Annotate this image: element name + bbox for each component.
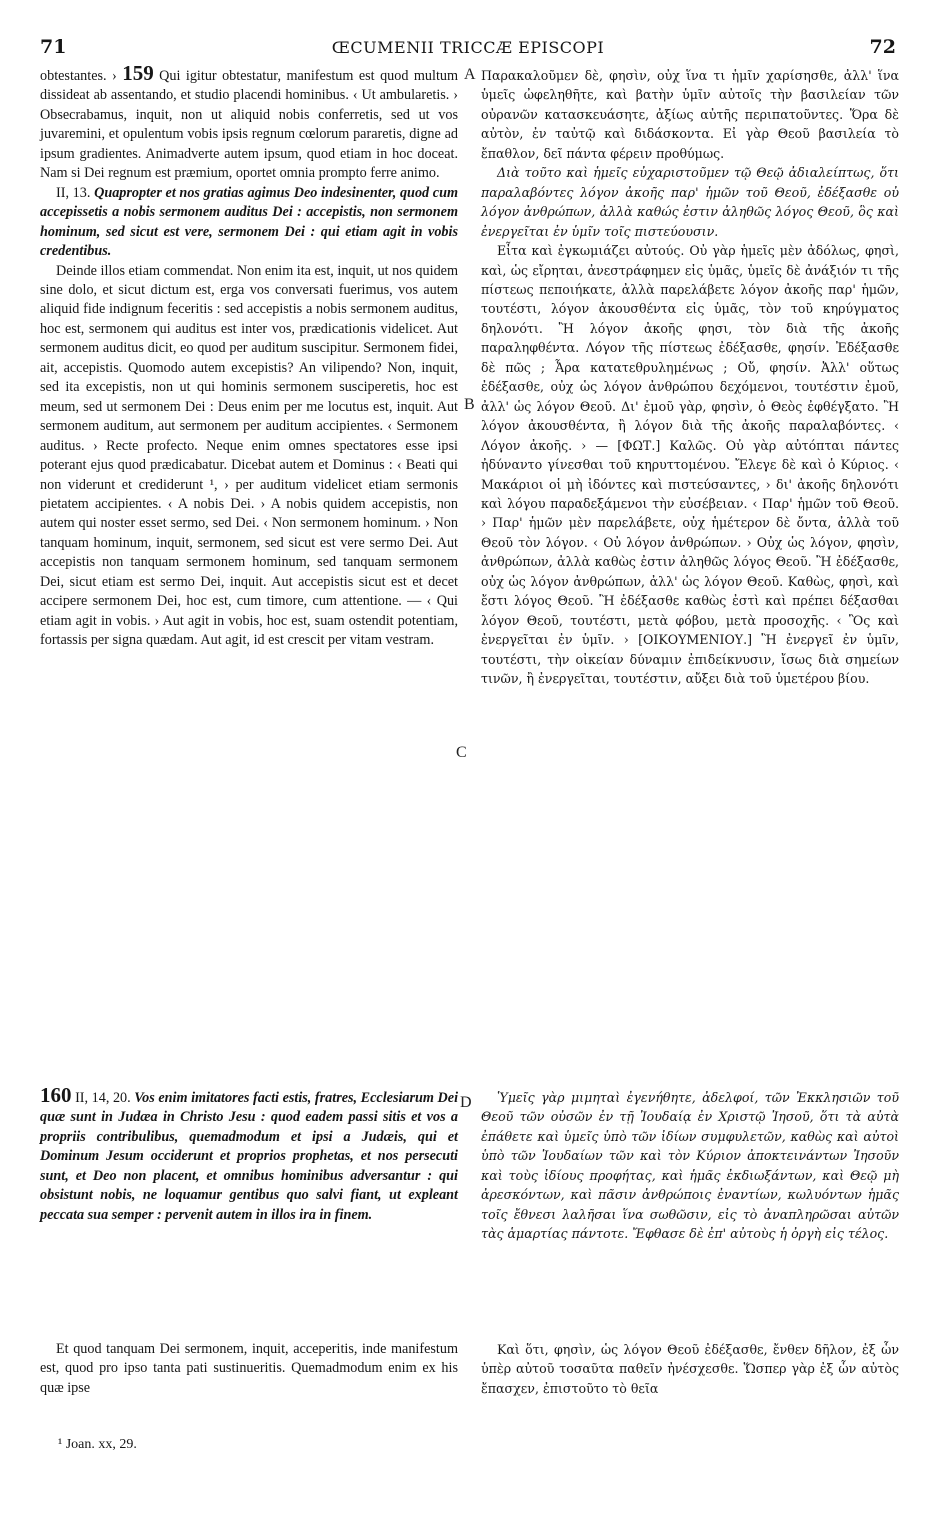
greek-paragraph-1: Παρακαλοῦμεν δὲ, φησὶν, οὐχ ἵνα τι ἡμῖν χαρίσησθε, ἀλλ' ἵνα ὑμεῖς ὠφεληθῆτε, καὶ βατὴν ὑμῖν αὐτοῖς τὴν βασιλείαν τῶν οὐρανῶν κατασκευάσητε, ἀξίως αὐτῆς περιπατοῦντες. Ὅρα δὲ αὐτὸν, ἐν ταὐτῷ καὶ διδάσκοντα. Εἰ γὰρ Θεοῦ βασιλεία τὸ ἔπαθλον, δεῖ πάντα φέρειν προθύμως.	[481, 68, 899, 161]
latin-paragraph-2	[40, 184, 458, 262]
latin-lemma-ii-13: Quapropter et nos gratias agimus Deo indesinenter, quod cum accepissetis a nobis sermonem auditus Dei : accepistis, non sermonem hominum, sed sicut est vere, sermonem Dei : qui etiam agit in vobis credentibus.	[40, 184, 459, 260]
margin-mark-b: B	[464, 396, 475, 413]
latin-ref-ii-14: II, 14, 20.	[75, 1090, 131, 1106]
latin-column-section-1	[40, 61, 459, 651]
page-number-left: 71	[40, 36, 67, 58]
margin-mark-c: C	[456, 744, 467, 761]
greek-column-section-3	[481, 1340, 899, 1398]
greek-paragraph-5: Καὶ ὅτι, φησὶν, ὡς λόγον Θεοῦ ἐδέξασθε, ἔνθεν δῆλον, ἐξ ὧν ὑπὲρ αὐτοῦ τοσαῦτα παθεῖν ἠνέσχεσθε. Ὥσπερ γὰρ ἐξ ὧν αὐτὸς ἔπασχεν, ἐπιστοῦτο τὸ θεῖα	[481, 1342, 899, 1396]
latin-paragraph-3: Deinde illos etiam commendat. Non enim ita est, inquit, ut nos quidem sine dolo, et sicut dictum est, erga vos conversati fuerimus, vos autem aliquid fide indignum feceritis : sed accepistis a nobis sermonem auditus, hoc est, sermonem qui auditus est inter vos, prædicationis videlicet. Aut sermonem auditus dicit, eo quod per auditum suscipitur. Sermonem fidei, ait, accepistis. Quomodo autem excepistis? An vilipendo? Non, inquit, sed ita excepistis, non ut qui hominis sermonem susciperetis, hoc est meum, sed ut sermonem Dei : Deus enim per me locutus est, inquit. Aut sermonem auditum, aut sermonem per auditum accipientes. ‹ Sermonem auditus. › Recte profecto. Neque enim omnes spectatores esse ipsi poterant ejus quod prædicabatur. Dicebat autem et Dominus : ‹ Beati qui non viderunt et crediderunt ¹, › per auditum videlicet etiam sermonis pietatem accipientes. ‹ A nobis Dei. › A nobis quidem accepistis, non autem qui noster esset sermo, sed Dei. ‹ Non sermonem hominum. › Non tanquam hominum, inquit, sermonem, sed sicut est vere sermo Dei. Aut accepistis non tanquam sermonem hominum, sed tanquam sermonem Dei, sicut etiam est sermo Dei, inquit. Aut accepistis sicut est et decet accipere sermonem Dei, hoc est, cum timore, cum attentione. — ‹ Qui etiam agit in vobis. › Aut agit in vobis, hoc est, suam ostendit potentiam, fortassis per signa quædam. Aut agit, id est crescit per vitam vestram.	[40, 262, 458, 649]
latin-paragraph-1	[40, 61, 459, 184]
greek-column-section-1	[481, 66, 899, 689]
latin-paragraph-4	[40, 1083, 459, 1225]
latin-p1-text: Qui igitur obtestatur, manifestum est quod multum dissideat ab assentando, et studio placendi hominibus. ‹ Ut ambularetis. › Obsecrabamus, inquit, non ut aliquid nobis conferretis, sed ut vos juvaremini, et opulentum vobis ipsis regnum cœlorum pararetis, digne ad ipsum gradientes. Animadverte autem ipsum, quod etiam in hoc doceat. Nam si Dei regnum est præmium, oportet omnia prompto ferre animo.	[40, 68, 459, 182]
greek-lemma-ii-14: Ὑμεῖς γὰρ μιμηταὶ ἐγενήθητε, ἀδελφοί, τῶν Ἐκκλησιῶν τοῦ Θεοῦ τῶν οὐσῶν ἐν τῇ Ἰουδαίᾳ ἐν Χριστῷ Ἰησοῦ, ὅτι τὰ αὐτὰ ἐπάθετε καὶ ὑμεῖς ὑπὸ τῶν ἰδίων συμφυλετῶν, καθὼς καὶ αὐτοὶ ὑπὸ τῶν Ἰουδαίων τῶν καὶ τὸν Κύριον ἀποκτεινάντων Ἰησοῦν καὶ τοὺς ἰδίους προφήτας, καὶ ἡμᾶς ἐκδιωξάντων, καὶ Θεῷ μὴ ἀρεσκόντων, καὶ πᾶσιν ἀνθρώποις ἐναντίων, κωλυόντων ἡμᾶς τοῖς ἔθνεσι λαλῆσαι ἵνα σωθῶσιν, εἰς τὸ ἀναπληρῶσαι αὐτῶν τὰς ἁμαρτίας πάντοτε. Ἔφθασε δὲ ἐπ' αὐτοὺς ἡ ὀργὴ εἰς τέλος.	[481, 1090, 899, 1242]
running-header	[40, 36, 896, 62]
footnote: ¹ Joan. xx, 29.	[58, 1437, 137, 1452]
greek-paragraph-3: Εἶτα καὶ ἐγκωμιάζει αὐτούς. Οὐ γὰρ ἡμεῖς μὲν ἀδόλως, φησὶ, καὶ, ὡς εἴρηται, ἀνεστράφημεν εἰς ὑμᾶς, ὑμεῖς δὲ ἀνάξιόν τι τῆς πίστεως πεποιήκατε, ἀλλὰ παρελάβετε λόγον ἀκοῆς παρ' ἡμῶν, τουτέστι, λόγον ἀκουσθέντα εἰς ὑμᾶς, τὸν τοῦ κηρύγματος δηλονότι. Ἢ λόγον ἀκοῆς φησι, τὸν διὰ τῆς ἀκοῆς παραληφθέντα. Λόγον τῆς πίστεως ἐδέξασθε, φησίν. Ἐδέξασθε δὲ πῶς ; Ἆρα κατατεθρυλημένως ; Οὔ, φησίν. Ἀλλ' οὕτως ἐδέξασθε, οὐχ ὡς λόγον ἀνθρώπου δεχόμενοι, τουτέστιν ἐμοῦ, ἀλλ' ὡς λόγον Θεοῦ. Δι' ἐμοῦ γὰρ, φησὶν, ὁ Θεὸς ἐφθέγξατο. Ἢ λόγον ἀκουσθέντα, ἢ λόγον διὰ τῆς ἀκοῆς παραλαβόντες. ‹ Λόγον ἀκοῆς. › — [ΦΩΤ.] Καλῶς. Οὐ γὰρ αὐτόπται πάντες ἠδύναντο γίνεσθαι τοῦ κηρυττομένου. Ἔλεγε δὲ καὶ ὁ Κύριος. ‹ Μακάριοι οἱ μὴ ἰδόντες καὶ πιστεύσαντες, › δι' ἀκοῆς δηλονότι καὶ λόγου παραδεξάμενοι τὴν εὐσέβειαν. ‹ Παρ' ἡμῶν τοῦ Θεοῦ. › Παρ' ἡμῶν μὲν παρελάβετε, οὐχ ἡμέτερον δὲ ὄντα, ἀλλὰ τοῦ Θεοῦ τὸν λόγον. ‹ Οὐ λόγον ἀνθρώπων. › Οὐχ ὡς λόγον, φησὶν, ἀνθρώπων, ἀλλὰ καθὼς ἐστιν ἀληθῶς λόγος Θεοῦ. Ἢ ἐδέξασθε, οὐχ ὡς λόγον ἀνθρώπων, ἀλλ' ὡς λόγον Θεοῦ. Καθὼς, φησὶ, καὶ ἔστι λόγος Θεοῦ. Ἢ ἐδέξασθε καθὼς ἐστὶ καὶ πρέπει δέξασθαι λόγον Θεοῦ, τουτέστι, μετὰ φόβου, μετὰ προσοχῆς. ‹ Ὃς καὶ ἐνεργεῖται ἐν ὑμῖν. › [ΟΙΚΟΥΜΕΝΙΟΥ.] Ἢ ἐνεργεῖ ἐν ὑμῖν, τουτέστι, τὴν οἰκείαν δύναμιν ἐπιδείκνυσιν, ἴσως διὰ σημείων τινῶν, ἢ ἐνεργεῖται, τουτέστιν, αὔξει διὰ τοῦ ὑμετέρου βίου.	[481, 243, 899, 687]
latin-column-section-2	[40, 1083, 459, 1225]
margin-mark-d: D	[460, 1094, 472, 1111]
latin-column-section-3	[40, 1340, 458, 1398]
running-title: ŒCUMENII TRICCÆ EPISCOPI	[331, 38, 605, 57]
latin-p1-prefix: obtestantes. ›	[40, 68, 117, 84]
latin-lemma-ii-14: Vos enim imitatores facti estis, fratres, Ecclesiarum Dei quæ sunt in Judæa in Christo Jesu : quod eadem passi sitis et vos a propriis contribulibus, quemadmodum et ipsi a Judæis, qui et Dominum Jesum occiderunt et proprios prophetas, et nos persecuti sunt, et Deo non placent, et omnibus hominibus adversantur : qui obsistunt nobis, ne loquamur gentibus quo salvi fiant, ut expleant peccata sua semper : pervenit autem in illos ira in finem.	[40, 1090, 459, 1223]
section-number-159: 159	[122, 61, 154, 85]
latin-paragraph-5: Et quod tanquam Dei sermonem, inquit, acceperitis, inde manifestum est, quod pro ipso tanta pati sustinueritis. Quemadmodum enim ex his quæ ipse	[40, 1341, 458, 1396]
latin-ref-ii-13: II, 13.	[56, 184, 91, 201]
greek-column-section-2	[481, 1088, 899, 1244]
margin-mark-a: A	[464, 66, 476, 83]
section-number-160: 160	[40, 1083, 72, 1107]
page-number-right: 72	[869, 36, 896, 58]
greek-lemma-ii-13: Διὰ τοῦτο καὶ ἡμεῖς εὐχαριστοῦμεν τῷ Θεῷ ἀδιαλείπτως, ὅτι παραλαβόντες λόγον ἀκοῆς παρ' ἡμῶν τοῦ Θεοῦ, ἐδέξασθε οὐ λόγον ἀνθρώπων, ἀλλὰ καθώς ἐστιν ἀληθῶς λόγος Θεοῦ, ὃς καὶ ἐνεργεῖται ἐν ὑμῖν τοῖς πιστεύουσιν.	[481, 165, 899, 239]
